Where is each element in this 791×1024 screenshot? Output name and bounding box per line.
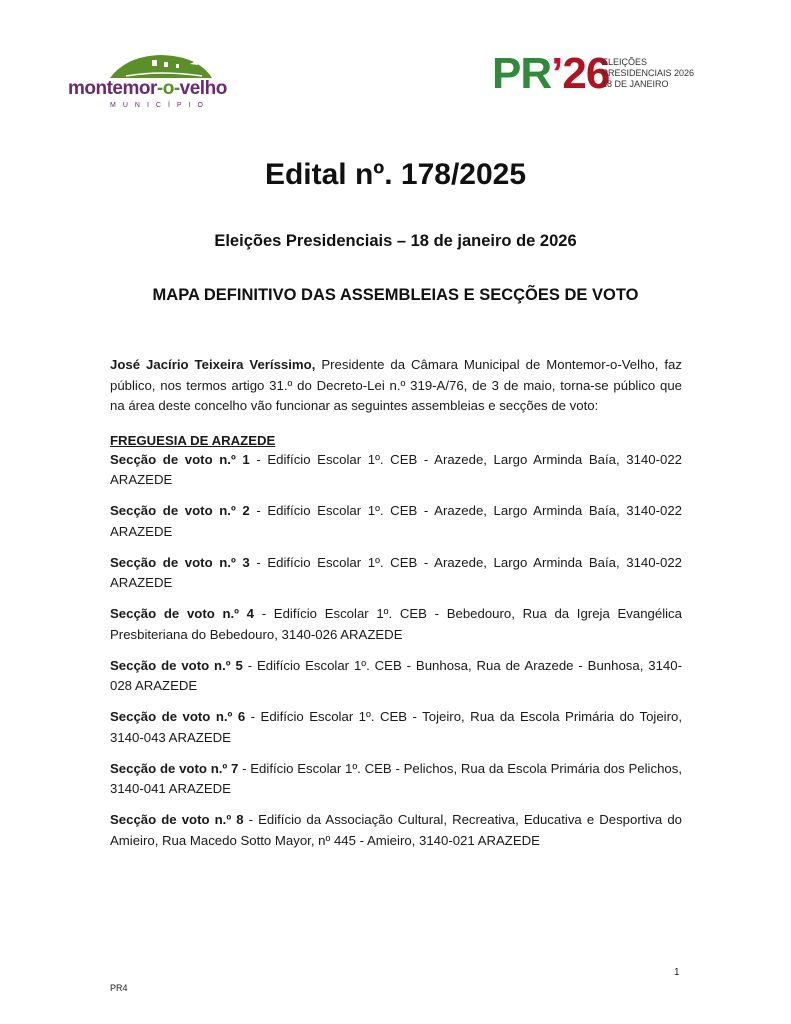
polling-section: Secção de voto n.º 3 - Edifício Escolar 1º. CEB - Arazede, Largo Arminda Baía, 3140-022 ARAZEDE (110, 554, 682, 590)
map-heading: MAPA DEFINITIVO DAS ASSEMBLEIAS E SECÇÕES DE VOTO (152, 286, 639, 304)
president-name: José Jacírio Teixeira Veríssimo, (110, 357, 316, 372)
document-title: Edital nº. 178/2025 (264, 158, 527, 191)
polling-section: Secção de voto n.º 8 - Edifício da Associação Cultural, Recreativa, Educativa e Desportiva do Amieiro, Rua Macedo Sotto Mayor, nº 445 - Amieiro, 3140-021 ARAZEDE (110, 812, 682, 848)
municipality-subtitle: MUNICÍPIO (110, 102, 210, 109)
polling-section: Secção de voto n.º 5 - Edifício Escolar 1º. CEB - Bunhosa, Rua de Arazede - Bunhosa, 3140-028 ARAZEDE (110, 657, 682, 693)
election-logo-mark: PR’26 (492, 49, 610, 98)
polling-section: Secção de voto n.º 1 - Edifício Escolar 1º. CEB - Arazede, Largo Arminda Baía, 3140-022 ARAZEDE (110, 451, 682, 487)
election-subtitle: Eleições Presidenciais – 18 de janeiro de 2026 (214, 232, 577, 250)
document-body (110, 355, 682, 862)
document-code: PR4 (110, 983, 128, 993)
polling-section: Secção de voto n.º 7 - Edifício Escolar 1º. CEB - Pelichos, Rua da Escola Primária dos Pelichos, 3140-041 ARAZEDE (110, 760, 682, 796)
election-logo (492, 49, 695, 100)
polling-section: Secção de voto n.º 4 - Edifício Escolar 1º. CEB - Bebedouro, Rua da Igreja Evangélica Presbiteriana do Bebedouro, 3140-026 ARAZEDE (110, 606, 682, 642)
castle-hill-icon (106, 50, 216, 80)
municipality-name: montemor-o-velho (68, 78, 227, 99)
municipality-logo (66, 50, 226, 112)
polling-section: Secção de voto n.º 6 - Edifício Escolar 1º. CEB - Tojeiro, Rua da Escola Primária do Tojeiro, 3140-043 ARAZEDE (110, 709, 683, 745)
parish-heading: FREGUESIA DE ARAZEDE (110, 432, 276, 448)
intro-paragraph: José Jacírio Teixeira Veríssimo, Presidente da Câmara Municipal de Montemor-o-Velho, faz público, nos termos artigo 31.º do Decreto-Lei n.º 319-A/76, de 3 de maio, torna-se público que na área deste concelho vão funcionar as seguintes assembleias e secções de voto: (110, 357, 682, 413)
page-number: 1 (674, 967, 680, 978)
polling-section: Secção de voto n.º 2 - Edifício Escolar 1º. CEB - Arazede, Largo Arminda Baía, 3140-022 ARAZEDE (110, 503, 682, 539)
election-logo-text: ELEIÇÕES PRESIDENCIAIS 2026 18 DE JANEIRO (602, 57, 695, 89)
